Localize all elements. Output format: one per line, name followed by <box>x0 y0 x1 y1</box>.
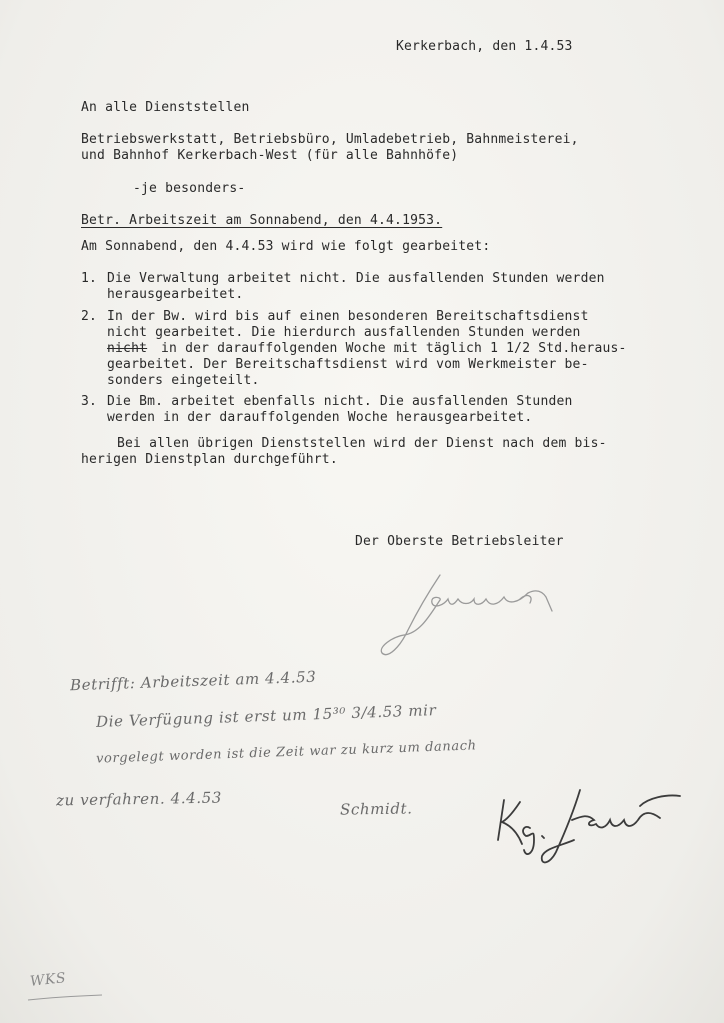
item-2-line-5: sonders eingeteilt. <box>107 373 260 388</box>
item-1-line-2: herausgearbeitet. <box>107 287 244 302</box>
margin-mark: WKS <box>29 970 67 990</box>
item-2-line-2: nicht gearbeitet. Die hierdurch ausfallenden Stunden werden <box>107 325 581 340</box>
departments-line-2: und Bahnhof Kerkerbach-West (für alle Bahnhöfe) <box>81 148 459 163</box>
handwritten-line-4: zu verfahren. 4.4.53 <box>55 788 223 810</box>
handwritten-signature-stroke <box>498 790 680 862</box>
item-2-struck-word <box>107 341 147 357</box>
item-1-line-1: Die Verwaltung arbeitet nicht. Die ausfallenden Stunden werden <box>107 271 605 286</box>
handwritten-name: Schmidt. <box>339 799 413 819</box>
signatory-title: Der Oberste Betriebsleiter <box>355 534 564 549</box>
item-2-line-4: gearbeitet. Der Bereitschaftsdienst wird vom Werkmeister be- <box>107 357 589 372</box>
handwritten-line-1: Betrifft: Arbeitszeit am 4.4.53 <box>69 667 317 695</box>
signature-stroke <box>381 575 552 655</box>
item-1-number: 1. <box>81 271 98 286</box>
departments-line-1: Betriebswerkstatt, Betriebsbüro, Umladebetrieb, Bahnmeisterei, <box>81 132 579 147</box>
handwritten-line-2: Die Verfügung ist erst um 15³⁰ 3/4.53 mir <box>95 701 437 731</box>
recipient-line: An alle Dienststellen <box>81 100 250 115</box>
item-2-number: 2. <box>81 309 98 324</box>
item-3-number: 3. <box>81 394 98 409</box>
je-besonders: -je besonders- <box>133 181 246 196</box>
item-3-line-1: Die Bm. arbeitet ebenfalls nicht. Die ausfallenden Stunden <box>107 394 573 409</box>
handwritten-line-3: vorgelegt worden ist die Zeit war zu kurz um danach <box>95 738 477 767</box>
item-2-line-1: In der Bw. wird bis auf einen besonderen Bereitschaftsdienst <box>107 309 589 324</box>
margin-mark-underline <box>26 994 106 1004</box>
handwritten-signature <box>490 770 700 870</box>
subject-line: Betr. Arbeitszeit am Sonnabend, den 4.4.1953. <box>81 213 443 228</box>
closing-line-1: Bei allen übrigen Dienststellen wird der Dienst nach dem bis- <box>117 436 607 451</box>
place-date: Kerkerbach, den 1.4.53 <box>396 39 573 54</box>
struck-word: nicht <box>107 341 148 356</box>
item-2-line-3: in der darauffolgenden Woche mit täglich 1 1/2 Std.heraus- <box>161 341 627 356</box>
margin-mark-underline-stroke <box>28 995 102 1000</box>
intro-line: Am Sonnabend, den 4.4.53 wird wie folgt gearbeitet: <box>81 239 491 254</box>
item-3-line-2: werden in der darauffolgenden Woche herausgearbeitet. <box>107 410 533 425</box>
closing-line-2: herigen Dienstplan durchgeführt. <box>81 452 338 467</box>
signature-mark <box>370 555 570 665</box>
